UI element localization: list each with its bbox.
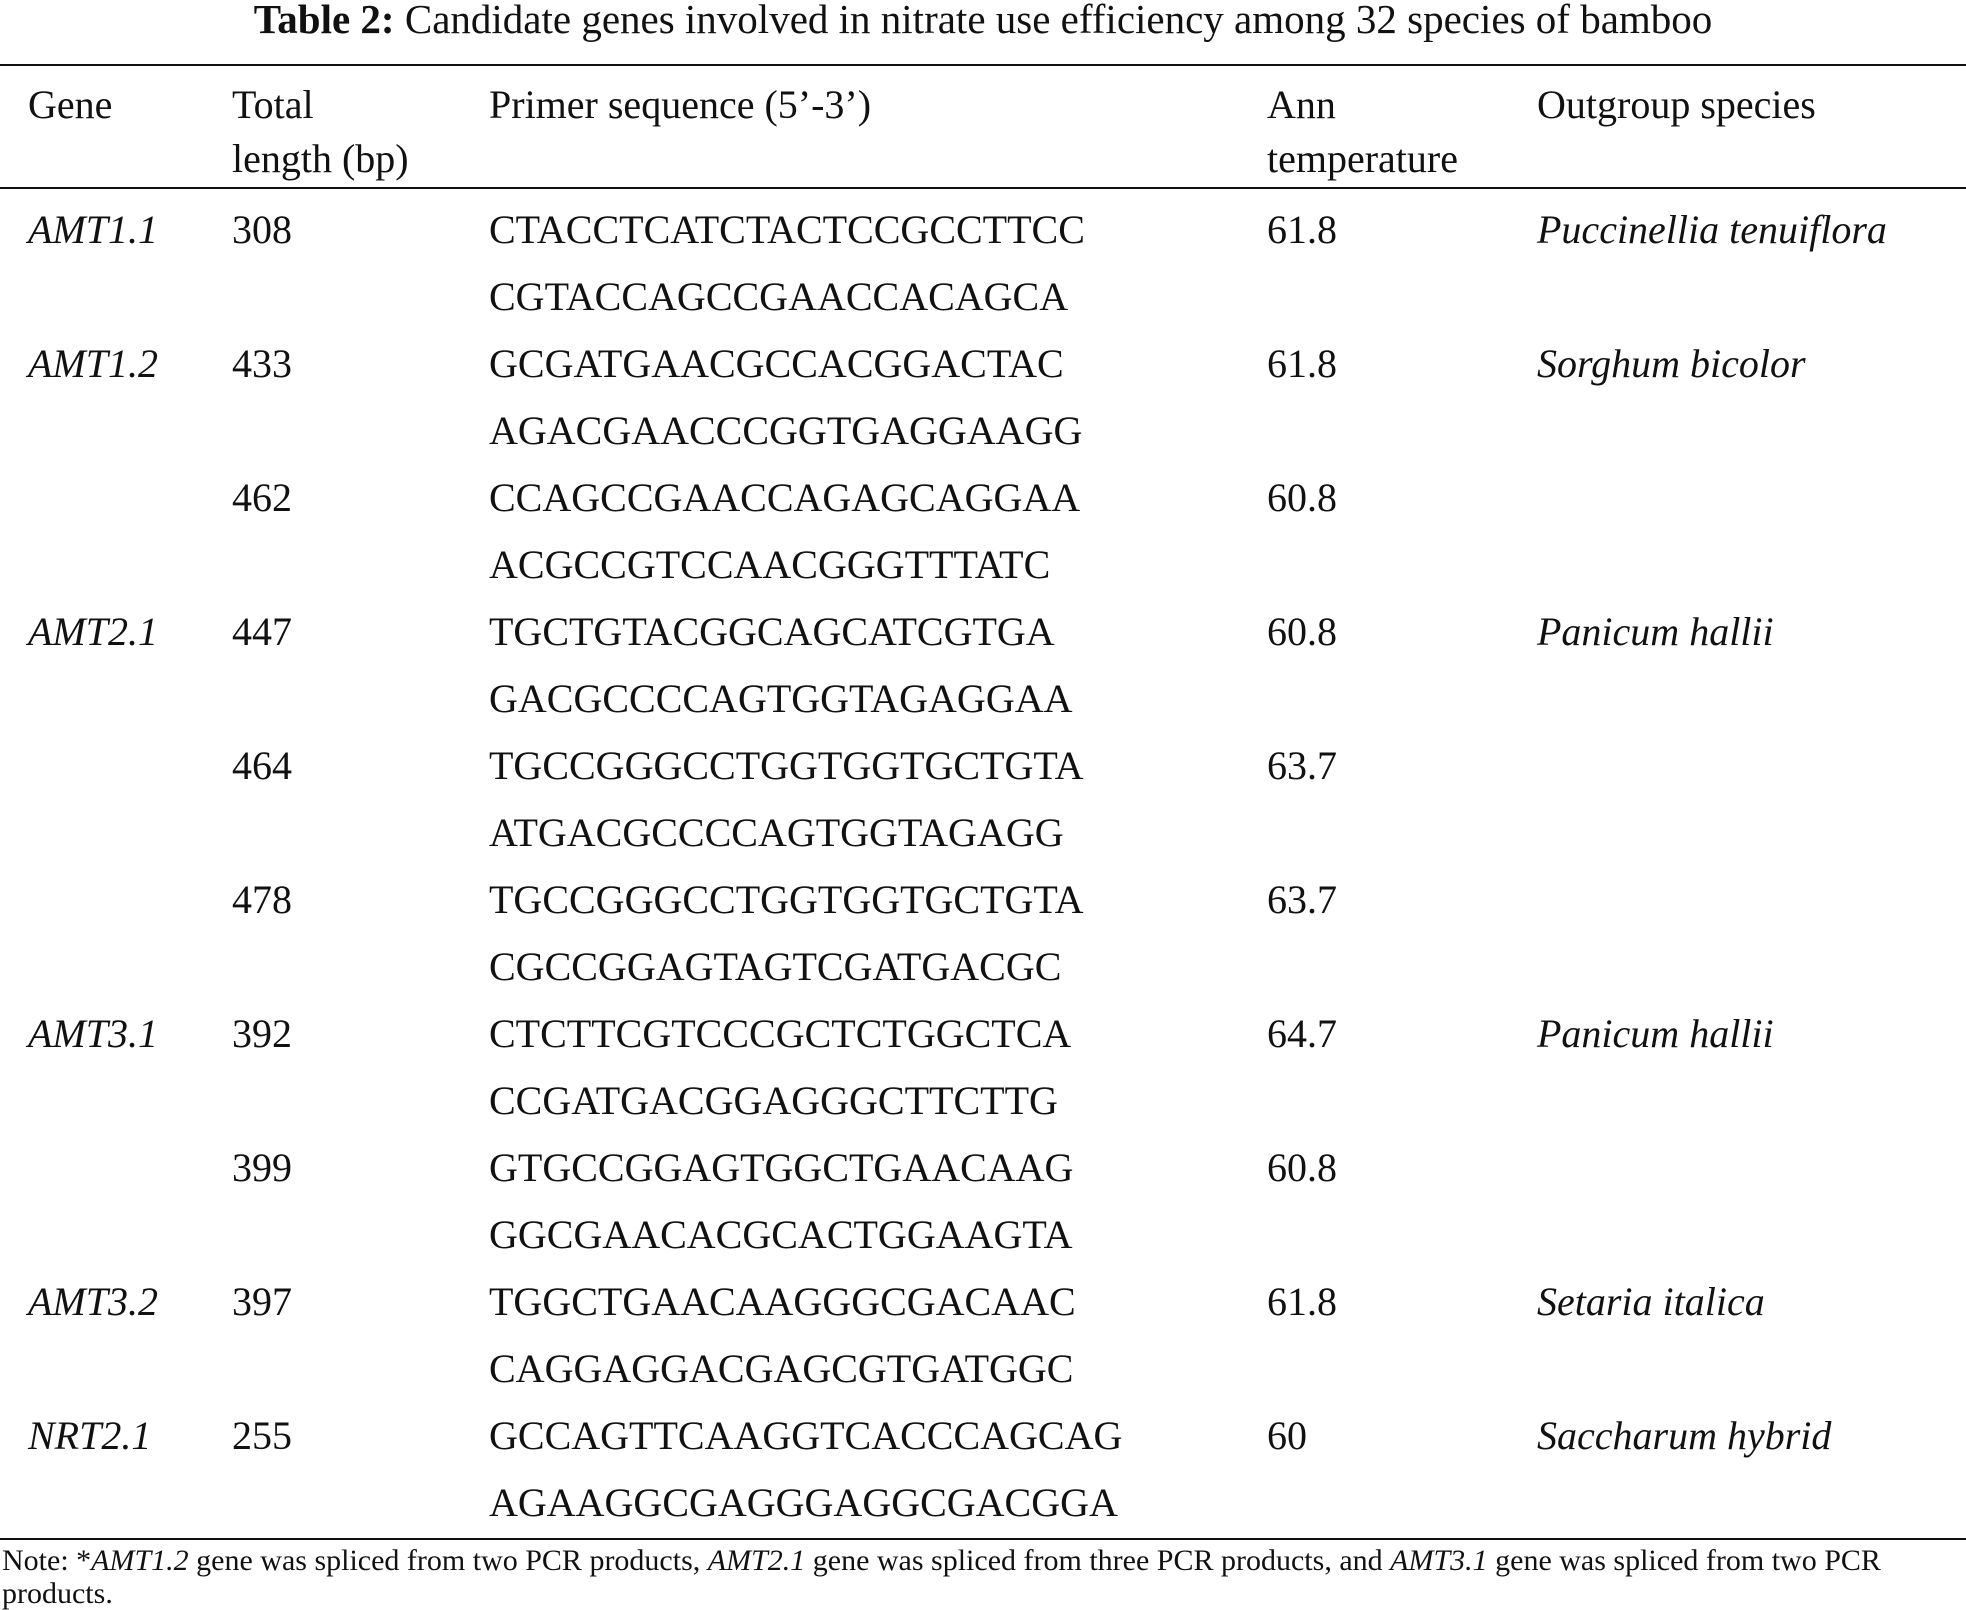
cell-outgroup-species: Panicum hallii (1537, 609, 1774, 654)
note-segment: AMT1.2 (91, 1544, 189, 1577)
cell-ann-temperature: 64.7 (1267, 1011, 1337, 1056)
cell-outgroup-species: Saccharum hybrid (1537, 1413, 1832, 1458)
header-ann-line1: Ann (1267, 82, 1336, 127)
cell-outgroup-species: Setaria italica (1537, 1279, 1765, 1324)
cell-primer-reverse: AGACGAACCCGGTGAGGAAGG (489, 408, 1083, 453)
header-gene: Gene (28, 82, 113, 127)
table-caption-label: Table 2: (253, 0, 395, 42)
header-ann-line2: temperature (1267, 136, 1458, 181)
cell-ann-temperature: 60 (1267, 1413, 1307, 1458)
cell-total-length: 255 (232, 1413, 292, 1458)
cell-total-length: 462 (232, 475, 292, 520)
cell-primer-reverse: AGAAGGCGAGGGAGGCGACGGA (489, 1480, 1118, 1525)
cell-primer-forward: GTGCCGGAGTGGCTGAACAAG (489, 1145, 1074, 1190)
table-note (2, 1544, 1962, 1610)
header-total-length-line2: length (bp) (232, 136, 409, 181)
cell-ann-temperature: 61.8 (1267, 207, 1337, 252)
note-segment: gene was spliced from three PCR products, and (805, 1544, 1391, 1577)
cell-gene: NRT2.1 (28, 1413, 152, 1458)
cell-outgroup-species: Sorghum bicolor (1537, 341, 1806, 386)
cell-primer-reverse: CCGATGACGGAGGGCTTCTTG (489, 1078, 1058, 1123)
header-outgroup-species: Outgroup species (1537, 82, 1816, 127)
table-caption-text: Candidate genes involved in nitrate use efficiency among 32 species of bamboo (404, 0, 1713, 42)
cell-primer-reverse: ACGCCGTCCAACGGGTTTATC (489, 542, 1051, 587)
header-primer-sequence: Primer sequence (5’-3’) (489, 82, 872, 127)
cell-primer-forward: GCCAGTTCAAGGTCACCCAGCAG (489, 1413, 1123, 1458)
cell-primer-reverse: ATGACGCCCCAGTGGTAGAGG (489, 810, 1064, 855)
table-header-rule (0, 187, 1966, 189)
cell-gene: AMT2.1 (28, 609, 158, 654)
cell-total-length: 433 (232, 341, 292, 386)
cell-ann-temperature: 61.8 (1267, 1279, 1337, 1324)
note-segment: AMT2.1 (707, 1544, 806, 1577)
cell-gene: AMT1.2 (28, 341, 158, 386)
cell-total-length: 464 (232, 743, 292, 788)
cell-ann-temperature: 60.8 (1267, 1145, 1337, 1190)
cell-total-length: 399 (232, 1145, 292, 1190)
table-top-rule (0, 64, 1966, 66)
cell-primer-forward: TGCCGGGCCTGGTGGTGCTGTA (489, 877, 1084, 922)
note-segment: Note: * (2, 1544, 92, 1577)
cell-primer-forward: CCAGCCGAACCAGAGCAGGAA (489, 475, 1081, 520)
cell-total-length: 397 (232, 1279, 292, 1324)
cell-primer-forward: CTCTTCGTCCCGCTCTGGCTCA (489, 1011, 1072, 1056)
note-segment: gene was spliced from two PCR products. (2, 1544, 1881, 1610)
cell-ann-temperature: 63.7 (1267, 743, 1337, 788)
cell-total-length: 478 (232, 877, 292, 922)
table-bottom-rule (0, 1538, 1966, 1540)
cell-gene: AMT1.1 (28, 207, 158, 252)
cell-primer-reverse: CGTACCAGCCGAACCACAGCA (489, 274, 1069, 319)
cell-ann-temperature: 60.8 (1267, 475, 1337, 520)
cell-primer-forward: GCGATGAACGCCACGGACTAC (489, 341, 1064, 386)
cell-gene: AMT3.2 (28, 1279, 158, 1324)
cell-primer-forward: TGGCTGAACAAGGGCGACAAC (489, 1279, 1076, 1324)
cell-total-length: 308 (232, 207, 292, 252)
cell-outgroup-species: Puccinellia tenuiflora (1537, 207, 1887, 252)
cell-ann-temperature: 60.8 (1267, 609, 1337, 654)
cell-primer-reverse: GACGCCCCAGTGGTAGAGGAA (489, 676, 1073, 721)
cell-primer-forward: CTACCTCATCTACTCCGCCTTCC (489, 207, 1085, 252)
cell-gene: AMT3.1 (28, 1011, 158, 1056)
note-segment: AMT3.1 (1390, 1544, 1488, 1577)
cell-primer-reverse: CAGGAGGACGAGCGTGATGGC (489, 1346, 1074, 1391)
cell-outgroup-species: Panicum hallii (1537, 1011, 1774, 1056)
cell-ann-temperature: 63.7 (1267, 877, 1337, 922)
cell-primer-forward: TGCCGGGCCTGGTGGTGCTGTA (489, 743, 1084, 788)
cell-primer-reverse: GGCGAACACGCACTGGAAGTA (489, 1212, 1073, 1257)
note-segment: gene was spliced from two PCR products, (188, 1544, 708, 1577)
table-caption (0, 0, 1966, 42)
cell-primer-reverse: CGCCGGAGTAGTCGATGACGC (489, 944, 1062, 989)
cell-ann-temperature: 61.8 (1267, 341, 1337, 386)
cell-total-length: 392 (232, 1011, 292, 1056)
header-total-length-line1: Total (232, 82, 314, 127)
cell-primer-forward: TGCTGTACGGCAGCATCGTGA (489, 609, 1055, 654)
cell-total-length: 447 (232, 609, 292, 654)
